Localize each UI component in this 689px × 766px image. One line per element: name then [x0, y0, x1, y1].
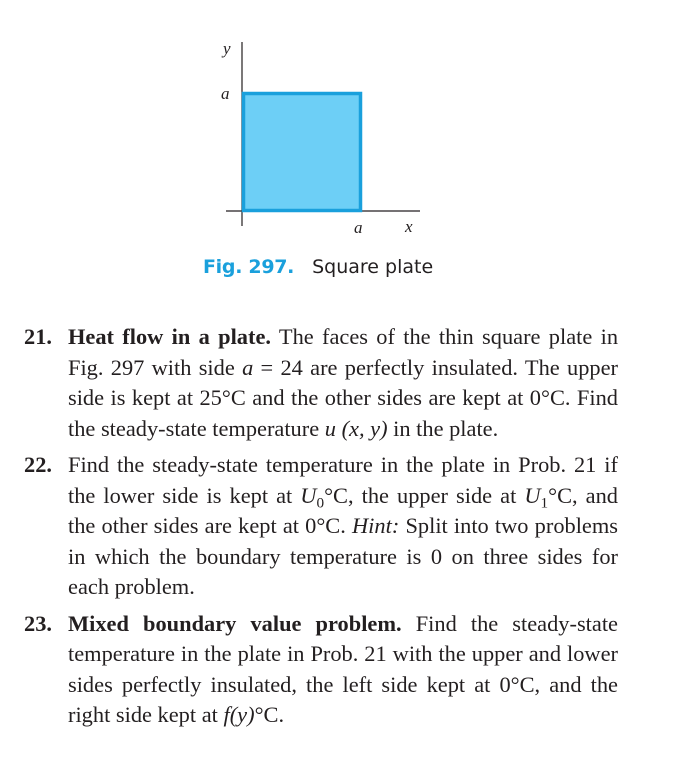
math-var-u1: U	[524, 482, 541, 508]
math-func-f: f	[223, 702, 230, 727]
x-axis-label: x	[405, 217, 413, 236]
problem-number: 22.	[24, 452, 52, 477]
problem-text: in the plate.	[387, 415, 499, 441]
math-func-u: u	[324, 415, 336, 441]
math-subscript: 0	[316, 494, 325, 512]
figure-number: Fig. 297.	[203, 256, 295, 278]
problem-text: °C, the upper side at	[324, 482, 525, 508]
figure-297	[0, 0, 689, 300]
math-args: (y)	[229, 702, 255, 727]
math-args: (x, y)	[341, 415, 388, 441]
math-var-a: a	[242, 354, 254, 380]
square-plate	[244, 94, 361, 211]
problem-title: Mixed boundary value problem.	[68, 610, 402, 636]
math-var-u0: U	[300, 482, 317, 508]
a-height-label: a	[221, 84, 230, 103]
square-plate-diagram	[0, 0, 689, 300]
figure-title: Square plate	[312, 256, 434, 278]
problem-text: °C.	[254, 702, 285, 727]
figure-caption	[203, 256, 433, 278]
problem-text: The faces of the thin square plate in Fig. 297 with side	[68, 324, 619, 380]
y-axis-label: y	[223, 39, 231, 58]
problem-text: Find the steady-state temperature in the plate in Prob. 21 if the lower side is kept at	[68, 452, 618, 508]
problem-text: Find the steady-state temperature in the plate in Prob. 21 with the upper and lower sides perfectly insulated, the left side kept at 0°C, and the right side kept at	[68, 610, 618, 727]
problem-text: Split into two problems in which the boundary temperature is 0 on three sides for each problem.	[68, 513, 618, 599]
problem-22	[24, 450, 618, 603]
problem-text: = 24 are perfectly insulated. The upper side is kept at 25°C and the other sides are kept at 0°C. Find the steady-state temperature	[68, 354, 618, 441]
problem-text: °C, and the other sides are kept at 0°C.	[68, 482, 618, 538]
problem-23	[24, 609, 618, 731]
problem-21	[24, 322, 618, 444]
problem-list	[24, 322, 618, 737]
a-width-label: a	[354, 218, 363, 237]
problem-number: 23.	[24, 610, 52, 636]
problem-title: Heat flow in a plate.	[68, 324, 271, 349]
problem-number: 21.	[24, 324, 52, 349]
math-subscript: 1	[540, 494, 549, 512]
hint-label: Hint:	[352, 513, 400, 538]
